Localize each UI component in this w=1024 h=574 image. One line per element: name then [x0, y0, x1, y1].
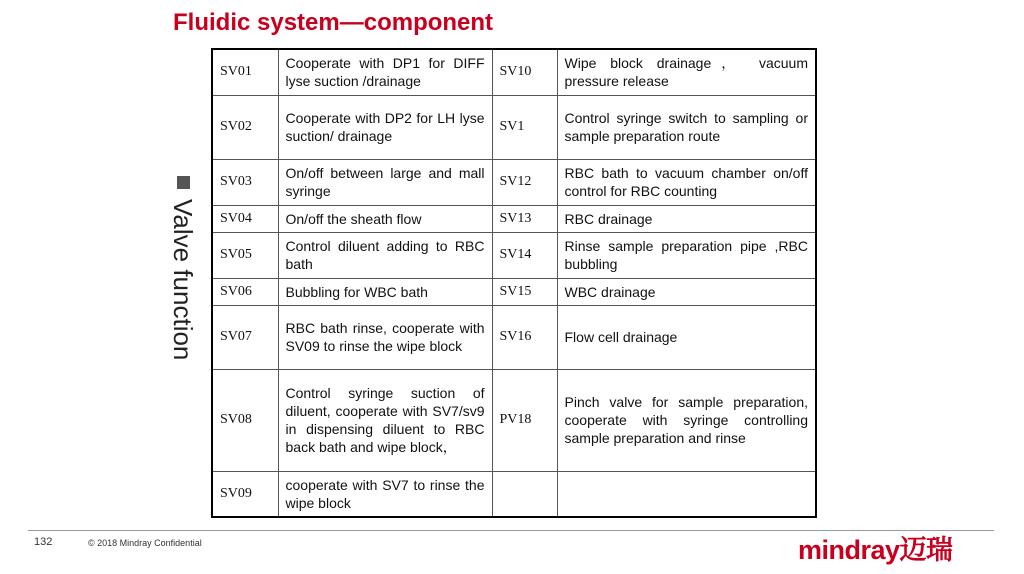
side-heading-text: Valve function: [168, 199, 198, 361]
valve-description: Cooperate with DP1 for DIFF lyse suction /drainage: [278, 49, 492, 95]
valve-code: SV15: [492, 278, 557, 305]
valve-description: RBC bath to vacuum chamber on/off control for RBC counting: [557, 159, 816, 205]
valve-description: Bubbling for WBC bath: [278, 278, 492, 305]
page-title: Fluidic system—component: [173, 9, 494, 36]
mindray-logo: mindray迈瑞: [798, 535, 953, 565]
valve-code: SV08: [212, 369, 278, 471]
valve-description: Control syringe suction of diluent, cooperate with SV7/sv9 in dispensing diluent to RBC back bath and wipe block，: [278, 369, 492, 471]
valve-code: SV04: [212, 205, 278, 232]
table-row: [212, 159, 816, 205]
valve-code: [492, 471, 557, 517]
valve-description: WBC drainage: [557, 278, 816, 305]
valve-description: Pinch valve for sample preparation, cooperate with syringe controlling sample preparation and rinse: [557, 369, 816, 471]
table-row: [212, 232, 816, 278]
valve-description: Cooperate with DP2 for LH lyse suction/ drainage: [278, 95, 492, 159]
valve-code: SV16: [492, 305, 557, 369]
valve-description: Control diluent adding to RBC bath: [278, 232, 492, 278]
valve-function-table: [211, 48, 817, 518]
valve-code: PV18: [492, 369, 557, 471]
valve-code: SV09: [212, 471, 278, 517]
square-bullet-icon: [177, 176, 190, 189]
valve-description: Wipe block drainage， vacuum pressure release: [557, 49, 816, 95]
valve-code: SV06: [212, 278, 278, 305]
valve-code: SV03: [212, 159, 278, 205]
valve-code: SV12: [492, 159, 557, 205]
valve-description: RBC bath rinse, cooperate with SV09 to rinse the wipe block: [278, 305, 492, 369]
valve-description: RBC drainage: [557, 205, 816, 232]
table-row: [212, 49, 816, 95]
valve-description: On/off the sheath flow: [278, 205, 492, 232]
table-row: [212, 305, 816, 369]
valve-code: SV02: [212, 95, 278, 159]
table-row: [212, 471, 816, 517]
valve-description: cooperate with SV7 to rinse the wipe block: [278, 471, 492, 517]
valve-description: Control syringe switch to sampling or sample preparation route: [557, 95, 816, 159]
valve-code: SV13: [492, 205, 557, 232]
side-heading: [168, 176, 198, 360]
valve-code: SV05: [212, 232, 278, 278]
valve-description: On/off between large and mall syringe: [278, 159, 492, 205]
valve-code: SV07: [212, 305, 278, 369]
valve-code: SV10: [492, 49, 557, 95]
valve-code: SV1: [492, 95, 557, 159]
table-row: [212, 369, 816, 471]
valve-code: SV14: [492, 232, 557, 278]
copyright-text: © 2018 Mindray Confidential: [88, 538, 202, 548]
table-row: [212, 205, 816, 232]
table-row: [212, 278, 816, 305]
page-number: 132: [34, 536, 53, 548]
valve-description: Rinse sample preparation pipe ,RBC bubbling: [557, 232, 816, 278]
valve-code: SV01: [212, 49, 278, 95]
valve-description: [557, 471, 816, 517]
valve-description: Flow cell drainage: [557, 305, 816, 369]
table-row: [212, 95, 816, 159]
